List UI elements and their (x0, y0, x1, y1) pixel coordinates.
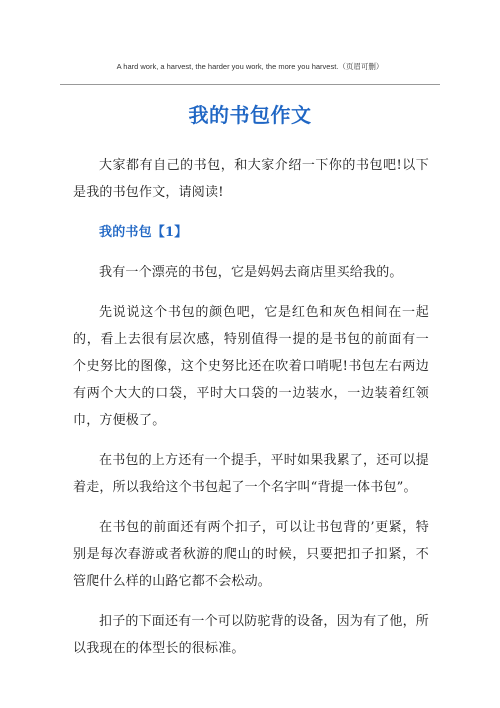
body-paragraph-1: 我有一个漂亮的书包，它是妈妈去商店里买给我的。 (99, 265, 403, 280)
body-paragraph-4: 在书包的前面还有两个扣子，可以让书包背的’更紧，特别是每次春游或者秋游的爬山的时候，只要把扣子扣紧，不管爬什么样的山路它都不会松动。 (73, 520, 429, 589)
header-divider (60, 84, 440, 85)
header-note: A hard work, a harvest, the harder you work, the more you harvest.（页眉可删） (116, 62, 384, 71)
intro-paragraph: 大家都有自己的书包，和大家介绍一下你的书包吧!以下是我的书包作文，请阅读! (73, 158, 429, 200)
body-paragraph-3: 在书包的上方还有一个提手，平时如果我累了，还可以提着走，所以我给这个书包起了一个名字叫“背提一体书包”。 (73, 453, 430, 495)
section-heading: 我的书包【1】 (99, 225, 188, 240)
body-paragraph-5: 扣子的下面还有一个可以防驼背的设备，因为有了他，所以我现在的体型长的很标准。 (73, 614, 430, 656)
document-body (73, 152, 429, 675)
body-paragraph-2: 先说说这个书包的颜色吧，它是红色和灰色相间在一起的，看上去很有层次感，特别值得一提的是书包的前面有一个史努比的图像，这个史努比还在吹着口哨呢!书包左右两边有两个大大的口袋，平时大口袋的一边装水，一边装着红领巾，方便极了。 (73, 305, 429, 428)
document-title: 我的书包作文 (188, 103, 312, 127)
